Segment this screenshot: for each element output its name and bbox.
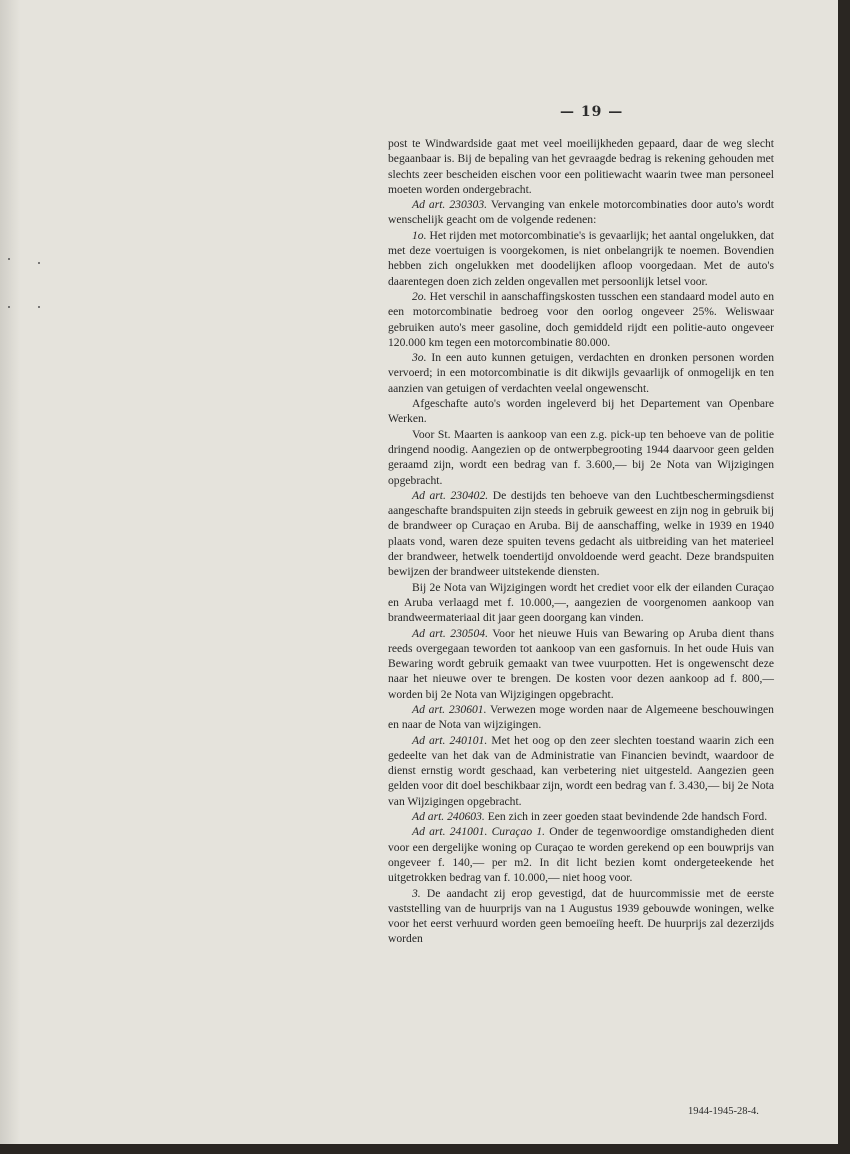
paragraph bbox=[388, 350, 774, 396]
article-ref: Ad art. 230303. bbox=[412, 198, 488, 212]
page-number: — 19 — bbox=[560, 104, 624, 120]
paragraph-text: In een auto kunnen getuigen, verdachten en dronken personen worden vervoerd; in een motorcombinatie is dit dikwijls gevaarlijk of onmogelijk en ten aanzien van getuigen of verdachten veelal ongewenscht. bbox=[388, 351, 774, 395]
paragraph bbox=[388, 824, 774, 885]
paragraph-text: Een zich in zeer goeden staat bevindende 2de handsch Ford. bbox=[484, 810, 768, 824]
body-text bbox=[388, 136, 774, 947]
paragraph bbox=[388, 809, 774, 824]
speck bbox=[8, 306, 10, 308]
speck bbox=[38, 262, 40, 264]
paragraph bbox=[388, 580, 774, 626]
article-ref: Ad art. 240101. bbox=[412, 733, 488, 747]
item-number: 2o. bbox=[412, 289, 427, 303]
item-number: 1o. bbox=[412, 228, 427, 242]
paragraph-text: Vervanging van enkele motorcombinaties door auto's wordt wenschelijk geacht om de volgende redenen: bbox=[388, 198, 774, 227]
article-ref: Ad art. 241001. Curaçao 1. bbox=[412, 825, 546, 839]
paragraph bbox=[388, 733, 774, 809]
paragraph bbox=[388, 228, 774, 289]
paragraph-text: Het verschil in aanschaffingskosten tusschen een standaard model auto en een motorcombinatie bedroeg voor den oorlog ongeveer 25%. Weliswaar gebruiken auto's meer gasoline, doch gemiddeld rijdt een politie-auto ongeveer 120.000 km tegen een motorcombinatie 80.000. bbox=[388, 289, 774, 349]
paragraph bbox=[388, 488, 774, 580]
paragraph-text: Voor het nieuwe Huis van Bewaring op Aruba dient thans reeds overgegaan teworden tot aankoop van een gasfornuis. In het oude Huis van Bewaring wordt gebruik gemaakt van twee vuurpotten. Het is ongewenscht deze naar het nieuwe over te brengen. De kosten voor dezen aankoop ad f. 800,— worden bij 2e Nota van Wijzigingen opgebracht. bbox=[388, 626, 774, 701]
article-ref: Ad art. 230504. bbox=[412, 626, 488, 640]
article-ref: Ad art. 230601. bbox=[412, 702, 487, 716]
paragraph-text: Onder de tegenwoordige omstandigheden dient voor een dergelijke woning op Curaçao te worden gerekend op een bouwprijs van ongeveer f. 140,— per m2. In dit licht bezien komt ondergeteekende het uitgetrokken bedrag van f. 10.000,— niet hoog voor. bbox=[388, 825, 774, 885]
article-ref: Ad art. 240603. bbox=[412, 810, 485, 824]
paragraph-text: post te Windwardside gaat met veel moeilijkheden gepaard, daar de weg slecht begaanbaar is. Bij de bepaling van het gevraagde bedrag is rekening gehouden met slechts zeer bescheiden eischen voor een politiewacht waarin twee man personeel moeten worden ondergebracht. bbox=[388, 137, 774, 196]
paragraph bbox=[388, 626, 774, 702]
speck bbox=[38, 306, 40, 308]
paragraph bbox=[388, 886, 774, 947]
paragraph-text: Voor St. Maarten is aankoop van een z.g. pick-up ten behoeve van de politie dringend noodig. Aangezien op de ontwerpbegrooting 1944 daarvoor geen gelden geraamd zijn, wordt een bedrag van f. 3.600,— bij 2e Nota van Wijzigingen opgebracht. bbox=[388, 427, 774, 487]
paragraph bbox=[388, 396, 774, 427]
paragraph-text: Met het oog op den zeer slechten toestand waarin zich een gedeelte van het dak van de Administratie van Financien bevindt, waardoor de dienst ernstig wordt geschaad, kan verbetering niet uitgesteld. Aangezien geen gelden voor dit doel beschikbaar zijn, wordt een bedrag van f. 3.430,— bij 2e Nota van Wijzigingen opgebracht. bbox=[388, 733, 774, 808]
paragraph-text: Bij 2e Nota van Wijzigingen wordt het crediet voor elk der eilanden Curaçao en Aruba verlaagd met f. 10.000,—, aangezien de voorgenomen aankoop van brandweermateriaal dit jaar geen doorgang kan vinden. bbox=[388, 580, 774, 625]
footer-code: 1944-1945-28-4. bbox=[688, 1106, 759, 1117]
paragraph-text: De aandacht zij erop gevestigd, dat de huurcommissie met de eerste vaststelling van de huurprijs van na 1 Augustus 1939 gebouwde woningen, welke voor het eerst verhuurd worden geen bemoeiïng heeft. De huurprijs zal dezerzijds worden bbox=[388, 886, 774, 946]
paragraph bbox=[388, 702, 774, 733]
paragraph-text: Het rijden met motorcombinatie's is gevaarlijk; het aantal ongelukken, dat met deze voertuigen is voorgekomen, is niet onbelangrijk te noemen. Bovendien hebben zich ongelukken met doodelijken afloop voorgedaan. Met de auto's daarentegen doen zich zelden ongevallen met persoonlijk letsel voor. bbox=[388, 228, 774, 288]
article-ref: Ad art. 230402. bbox=[412, 488, 489, 502]
paragraph bbox=[388, 427, 774, 488]
paragraph bbox=[388, 289, 774, 350]
binding-shadow bbox=[0, 0, 20, 1144]
speck bbox=[8, 258, 10, 260]
paragraph-text: Verwezen moge worden naar de Algemeene beschouwingen en naar de Nota van wijzigingen. bbox=[388, 702, 774, 732]
paragraph-text: Afgeschafte auto's worden ingeleverd bij het Departement van Openbare Werken. bbox=[388, 397, 774, 426]
paragraph-text: De destijds ten behoeve van den Luchtbeschermingsdienst aangeschafte brandspuiten zijn steeds in gebruik geweest en zijn nog in gebruik bij de brandweer op Curaçao en Aruba. Bij de aanschaffing, welke in 1939 en 1940 plaats vond, waren deze spuiten tevens gedacht als uitbreiding van het materieel der brandweer, hetwelk toendertijd onvoldoende werd geacht. Deze brandspuiten bewijzen der brandweer uitstekende diensten. bbox=[388, 488, 774, 579]
item-number: 3o. bbox=[412, 351, 427, 365]
item-number: 3. bbox=[412, 886, 421, 900]
paragraph bbox=[388, 197, 774, 228]
paragraph bbox=[388, 136, 774, 197]
